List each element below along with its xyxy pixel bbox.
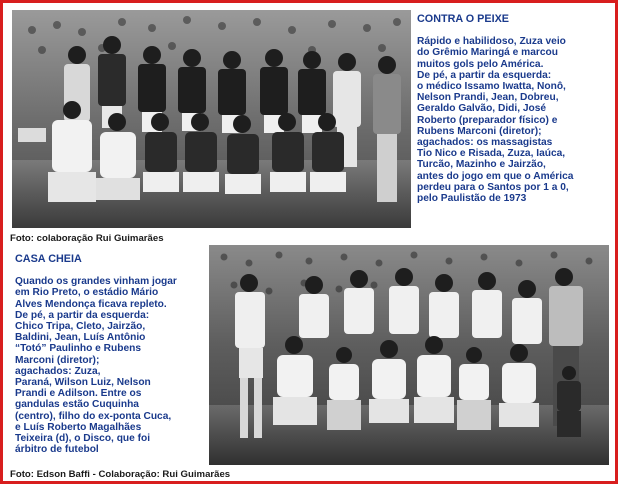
team-photo-casa-cheia [209, 245, 609, 465]
top-caption [417, 14, 615, 204]
bottom-photo-credit: Foto: Edson Baffi - Colaboração: Rui Guimarães [10, 469, 231, 480]
top-photo-credit: Foto: colaboração Rui Guimarães [10, 233, 164, 244]
top-caption-title: CONTRA O PEIXE [417, 13, 509, 25]
team-photo-contra-o-peixe [12, 10, 411, 228]
bottom-caption-title: CASA CHEIA [15, 253, 82, 265]
bottom-caption [15, 254, 211, 455]
bottom-caption-text: Quando os grandes vinham jogar em Rio Preto, o estádio Mário Alves Mendonça ficava repleto. De pé, a partir da esquerda: Chico Tripa, Cleto, Jairzão, Baldini, Jean, Luís Antônio “Totó” Paulinho e Rubens Marconi (diretor); agachados: Zuza, Paraná, Wilson Luiz, Nelson Prandi e Adilson. Entre os gandulas estão Cuquinha (centro), filho do ex-ponta Cuca, e Luís Roberto Magalhães Teixeira (d), o Disco, que foi árbitro de futebol [15, 276, 177, 456]
top-caption-text: Rápido e habilidoso, Zuza veio do Grêmio Maringá e marcou muitos gols pelo América. De pé, a partir da esquerda: o médico Issamo Iwatta, Nonô, Nelson Prandi, Jean, Dobreu, Geraldo Galvão, Didi, José Roberto (preparador físico) e Rubens Marconi (diretor); agachados: os massagistas Tio Nico e Risada, Zuza, Iaúca, Turcão, Mazinho e Jairzão, antes do jogo em que o América perdeu para o Santos por 1 a 0, pelo Paulistão de 1973 [417, 36, 574, 205]
